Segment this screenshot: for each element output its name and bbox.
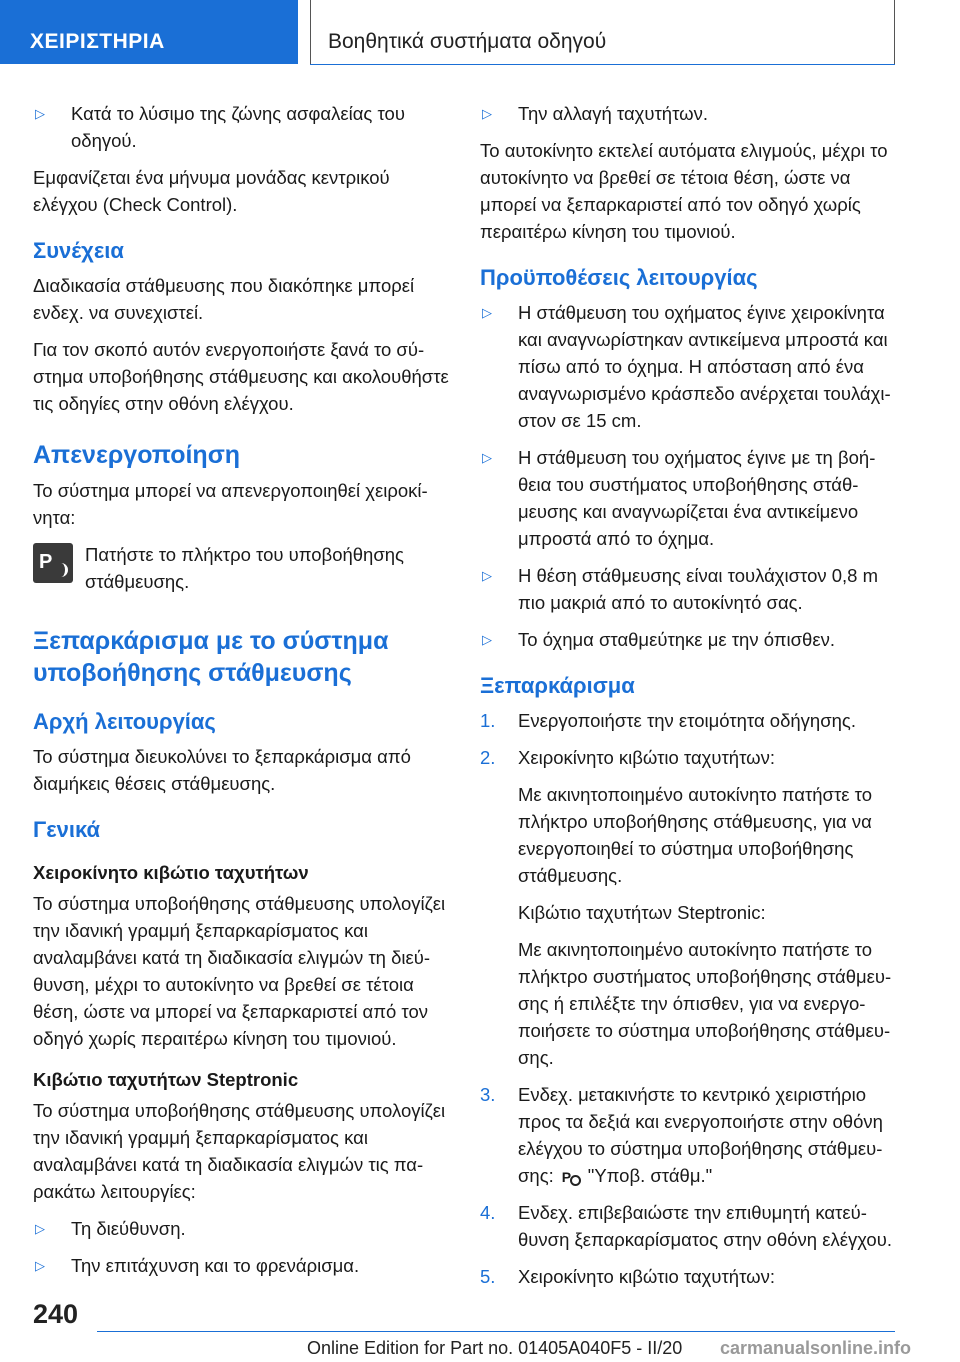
paragraph: Εμφανίζεται ένα μήνυμα μονάδας κεντρικού ελέγχου (Check Control). <box>33 167 390 215</box>
list-item: ▷ Η στάθμευση του οχήματος έγινε χειροκίνητα και αναγνωρίστηκαν αντικείμενα μπροστά και πίσω από το όχημα. Η απόσταση από ένα αναγνωρισμένο κράσπεδο ανέρχεται τουλάχιστον σε 15 cm. <box>480 299 900 434</box>
step-item: 5. Χειροκίνητο κιβώτιο ταχυτήτων: <box>480 1266 775 1287</box>
heading-manual-gearbox: Χειροκίνητο κιβώτιο ταχυτήτων <box>33 862 309 883</box>
page-header <box>0 0 960 66</box>
paragraph: Για τον σκοπό αυτόν ενεργοποιήστε ξανά το σύστημα υποβοήθησης στάθμευσης και ακολουθήστε τις οδηγίες στην οθόνη ελέγχου. <box>33 339 449 414</box>
triangle-bullet-icon: ▷ <box>482 450 492 465</box>
list-item: ▷ Η θέση στάθμευσης είναι τουλάχιστον 0,8 m πιο μακριά από το αυτοκίνητό σας. <box>480 562 900 616</box>
watermark: carmanualsonline.info <box>720 1338 912 1358</box>
triangle-bullet-icon: ▷ <box>35 1221 45 1236</box>
triangle-bullet-icon: ▷ <box>482 305 492 320</box>
right-column <box>480 100 900 1300</box>
heading-principle: Αρχή λειτουργίας <box>33 709 216 734</box>
step-item: 2. Χειροκίνητο κιβώτιο ταχυτήτων: <box>480 747 775 768</box>
heading-continue: Συνέχεια <box>33 238 124 263</box>
parking-assist-menu-icon: P <box>560 1164 582 1186</box>
footer-rule <box>97 1331 895 1332</box>
header-rule <box>310 64 895 65</box>
triangle-bullet-icon: ▷ <box>35 1258 45 1273</box>
step-detail: Με ακινητοποιημένο αυτοκίνητο πατήστε το πλήκτρο συστήματος υποβοήθησης στάθμευσης ή επιλέξτε την όπισθεν, για να ενεργοποιήσετε το σύστημα υποβοήθησης στάθμευσης. <box>518 939 892 1068</box>
parking-assist-button-icon: P <box>33 543 73 583</box>
section-title: Βοηθητικά συστήματα οδηγού <box>328 30 607 53</box>
step-detail: Κιβώτιο ταχυτήτων Steptronic: <box>518 902 766 923</box>
step-item: 1. Ενεργοποιήστε την ετοιμότητα οδήγησης. <box>480 710 856 731</box>
list-item: ▷ Τη διεύθυνση. <box>33 1215 453 1242</box>
heading-general: Γενικά <box>33 817 101 842</box>
paragraph: Το σύστημα διευκολύνει το ξεπαρκάρισμα από διαμήκεις θέσεις στάθμευσης. <box>33 746 411 794</box>
edition-text: Online Edition for Part no. 01405A040F5 - II/20 <box>307 1338 683 1358</box>
triangle-bullet-icon: ▷ <box>482 632 492 647</box>
icon-instruction: P Πατήστε το πλήκτρο του υποβοήθησης στάθμευσης. <box>33 541 453 595</box>
list-item: ▷ Την αλλαγή ταχυτήτων. <box>480 100 900 127</box>
header-divider <box>310 0 311 65</box>
list-item: ▷ Η στάθμευση του οχήματος έγινε με τη βοήθεια του συστήματος υποβοήθησης στάθμευσης και αναγνωρίζεται ένα αντικείμενο μπροστά από το όχημα. <box>480 444 900 552</box>
heading-exit-parking-assist: Ξεπαρκάρισμα με το σύστημα υποβοήθησης στάθμευσης <box>33 627 389 687</box>
paragraph: Το αυτοκίνητο εκτελεί αυτόματα ελιγμούς, μέχρι το αυτοκίνητο να βρεθεί σε τέτοια θέση, ώστε να μπορεί να ξεπαρκαριστεί από τον οδηγό χωρίς περαιτέρω κίνηση του τιμονιού. <box>480 140 888 242</box>
step-detail: Με ακινητοποιημένο αυτοκίνητο πατήστε το πλήκτρο υποβοήθησης στάθμευσης, για να ενεργοποιηθεί το σύστημα υποβοήθησης στάθμευσης. <box>518 784 873 886</box>
page-number: 240 <box>33 1299 79 1329</box>
list-item: ▷ Κατά το λύσιμο της ζώνης ασφαλείας του οδηγού. <box>33 100 453 154</box>
heading-requirements: Προϋποθέσεις λειτουργίας <box>480 265 758 290</box>
heading-exit-parking: Ξεπαρκάρισμα <box>480 673 635 698</box>
paragraph: Το σύστημα υποβοήθησης στάθμευσης υπολογίζει την ιδανική γραμμή ξεπαρκαρίσματος και αναλαμβάνει κατά τη διαδικασία ελιγμών τη διεύθυνση, μέχρι το αυτοκίνητο να βρεθεί σε τέτοια θέση, ώστε να μπορεί να ξεπαρκαριστεί από τον οδηγό χωρίς περαιτέρω κίνηση του τιμονιού. <box>33 893 446 1049</box>
list-item: ▷ Το όχημα σταθμεύτηκε με την όπισθεν. <box>480 626 900 653</box>
paragraph: Το σύστημα μπορεί να απενεργοποιηθεί χειροκίνητα: <box>33 480 428 528</box>
step-item: 4. Ενδεχ. επιβεβαιώστε την επιθυμητή κατεύθυνση ξεπαρκαρίσματος στην οθόνη ελέγχου. <box>480 1202 892 1250</box>
left-column <box>33 100 453 1289</box>
paragraph: Το σύστημα υποβοήθησης στάθμευσης υπολογίζει την ιδανική γραμμή ξεπαρκαρίσματος και αναλαμβάνει κατά τη διαδικασία ελιγμών τις παρακάτω λειτουργίες: <box>33 1100 446 1202</box>
step-item: 3. Ενδεχ. μετακινήστε το κεντρικό χειριστήριο προς τα δεξιά και ενεργοποιήστε στην οθόνη ελέγχου το σύστημα υποβοήθησης στάθμευσης: P "Υποβ. στάθμ." <box>480 1084 883 1186</box>
triangle-bullet-icon: ▷ <box>482 106 492 121</box>
triangle-bullet-icon: ▷ <box>482 568 492 583</box>
chapter-tab: ΧΕΙΡΙΣΤΗΡΙΑ <box>0 0 298 64</box>
heading-deactivation: Απενεργοποίηση <box>33 441 241 469</box>
triangle-bullet-icon: ▷ <box>35 106 45 121</box>
list-item: ▷ Την επιτάχυνση και το φρενάρισμα. <box>33 1252 453 1279</box>
paragraph: Διαδικασία στάθμευσης που διακόπηκε μπορεί ενδεχ. να συνεχιστεί. <box>33 275 415 323</box>
heading-steptronic: Κιβώτιο ταχυτήτων Steptronic <box>33 1069 299 1090</box>
header-divider-right <box>894 0 895 65</box>
